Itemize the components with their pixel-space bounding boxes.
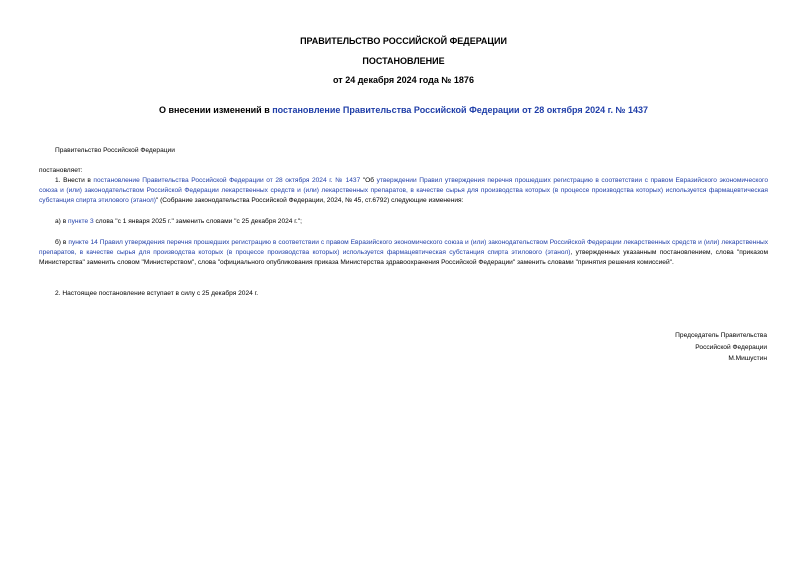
government-heading: ПРАВИТЕЛЬСТВО РОССИЙСКОЙ ФЕДЕРАЦИИ: [300, 36, 507, 46]
item-1-suffix: " (Собрание законодательства Российской Федерации, 2024, № 45, ст.6792) следующие изменения:: [155, 197, 464, 204]
item-2-paragraph: 2. Настоящее постановление вступает в силу с 25 декабря 2024 г.: [55, 290, 259, 297]
signature-position-line2: Российской Федерации: [695, 343, 767, 351]
signature-block: [675, 330, 767, 365]
title-prefix: О внесении изменений в: [158, 105, 273, 115]
item-1-mid: "Об: [360, 177, 377, 184]
item-1-decree-link[interactable]: постановление Правительства Российской Федерации от 28 октября 2024 г. № 1437: [93, 177, 361, 184]
item-1-prefix: 1. Внести в: [55, 177, 94, 184]
item-b-paragraph: [39, 238, 768, 268]
item-b-suffix: , утвержденных указанным постановлением, слова "приказом Министерства" заменить словом "Министерством", слова "официального опубликования приказа Министерства здравоохранения Российской Федерации" заменить словами "принятия решения комиссией".: [39, 249, 768, 266]
document-title: [0, 105, 807, 115]
item-b-prefix: б) в: [55, 239, 69, 246]
item-a-prefix: а) в: [55, 218, 69, 225]
decrees-text: постановляет:: [39, 167, 83, 174]
signature-position-line1: Председатель Правительства: [675, 332, 767, 339]
signature-name: М.Мишустин: [728, 355, 767, 362]
item-1-rules-link[interactable]: утверждении Правил утверждения перечня прошедших регистрацию в соответствии с правом Евразийского экономического союза и (или) законодательством Российской Федерации лекарственных средств и (или) лекарственных препаратов, в качестве сырья для производства которых (в процессе производства которых) используется фармацевтическая субстанция спирта этилового (этанол): [39, 177, 768, 204]
item-a-link[interactable]: пункте 3: [68, 218, 94, 225]
title-link[interactable]: постановление Правительства Российской Федерации от 28 октября 2024 г. № 1437: [272, 105, 649, 115]
item-a-suffix: слова "с 1 января 2025 г." заменить словами "с 25 декабря 2024 г.";: [93, 218, 302, 225]
date-number-heading: от 24 декабря 2024 года № 1876: [333, 75, 474, 85]
item-1-paragraph: [39, 176, 768, 206]
item-a-paragraph: [55, 217, 302, 227]
item-b-link[interactable]: пункте 14 Правил утверждения перечня прошедших регистрацию в соответствии с правом Евразийского экономического союза и (или) законодательством Российской Федерации лекарственных средств и (или) лекарственных препаратов, в качестве сырья для производства которых (в процессе производства которых) используется фармацевтическая субстанция спирта этилового (этанол): [39, 239, 768, 256]
issuer-text: Правительство Российской Федерации: [55, 147, 175, 154]
document-type-heading: ПОСТАНОВЛЕНИЕ: [362, 56, 445, 66]
